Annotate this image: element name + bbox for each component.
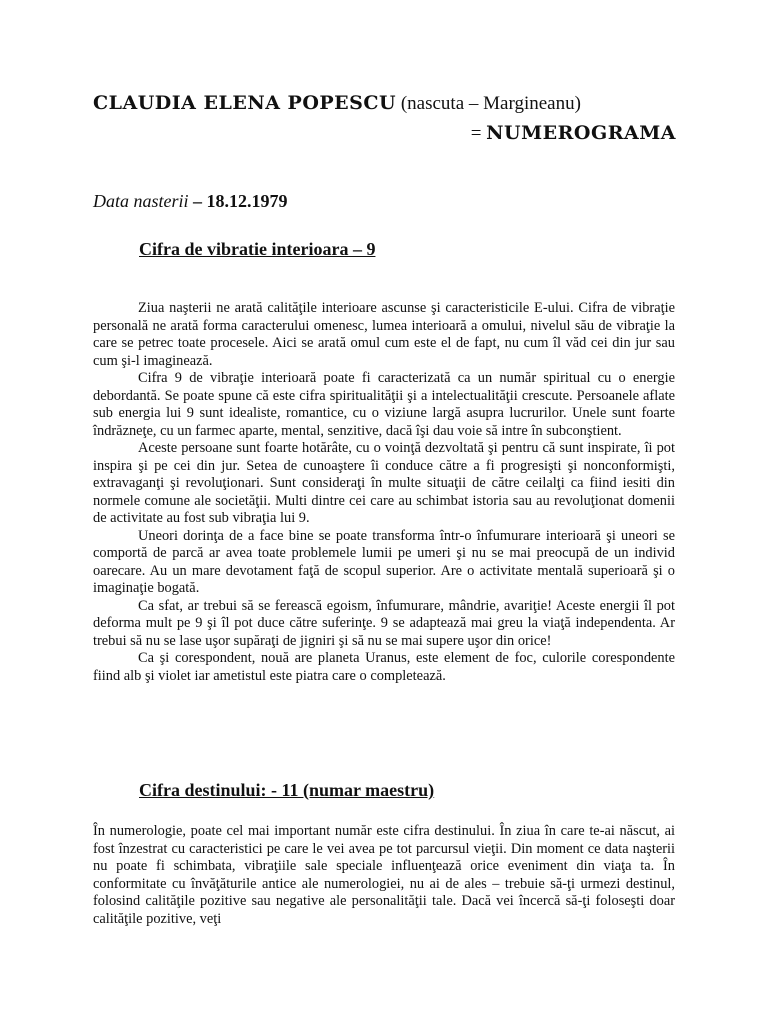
paragraph: Ziua naşterii ne arată calităţile interioare ascunse şi caracteristicile E-ului. Cifra de vibraţie personală ne arată forma caracterului omenesc, lumea interioară a omului, nivelul său de vibraţie la care se petrec toate procesele. Aici se arată omul cum este el de fapt, nu cum îl văd cei din jur sau cum şi-l imaginează. <box>93 300 675 369</box>
birth-date-line <box>93 190 288 212</box>
section-heading-inner-vibration: Cifra de vibratie interioara – 9 <box>139 239 376 259</box>
birth-date-value: – 18.12.1979 <box>188 191 288 211</box>
paragraph: Aceste persoane sunt foarte hotărâte, cu o voinţă dezvoltată şi pentru că sunt inspirate, îi pot inspira şi pe cei din jur. Setea de cunoaştere îi conduce către a fi progresişti şi nonconformişti, extravaganţi şi revoluţionari. Sunt consideraţi în multe situaţii de către ceilalţi ca fiind iesiti din normele comune ale societăţii. Multi dintre cei care au schimbat istoria sau au revoluţionat domenii de activitate au fost sub vibraţia lui 9. <box>93 440 675 526</box>
paragraph: În numerologie, poate cel mai important număr este cifra destinului. În ziua în care te-ai născut, ai fost înzestrat cu caracteristici pe care le vei avea pe tot parcursul vieţii. Din moment ce data naşterii nu poate fi schimbata, vibraţiile sale speciale influenţează orice eveniment din viaţa ta. În conformitate cu învăţăturile antice ale numerologiei, nu ai de ales – trebuie să-ţi urmezi destinul, folosind calităţile pozitive sau negative ale personalităţii tale. Dacă vei încercă să-ţi foloseşti doar calităţile pozitive, veţi <box>93 823 675 927</box>
document-header <box>93 91 581 116</box>
section-heading-destiny: Cifra destinului: - 11 (numar maestru) <box>139 780 435 800</box>
paragraph: Ca sfat, ar trebui să se ferească egoism, înfumurare, mândrie, avariţie! Aceste energii îl pot deforma mult pe 9 şi îl pot duce către suferinţe. 9 se adaptează mai greu la viaţă independenta. Ar trebui să nu se lase uşor supăraţi de jigniri şi să nu se mai supere uşor din orice! <box>93 597 675 649</box>
title-text: NUMEROGRAMA <box>486 122 676 144</box>
paragraph: Cifra 9 de vibraţie interioară poate fi caracterizată ca un număr spiritual cu o energie debordantă. Se poate spune că este cifra spiritualităţii şi a intelectualităţii crescute. Persoanele aflate sub energia lui 9 sunt idealiste, romantice, cu o viziune largă asupra lucrurilor. Unele sunt foarte îndrăzneţe, cu un farmec aparte, mental, senzitive, dacă îşi dau voie să intre în subconştient. <box>93 370 675 439</box>
author-name: CLAUDIA ELENA POPESCU <box>93 92 397 114</box>
section-body-destiny <box>93 823 675 928</box>
section-body-inner-vibration <box>93 300 675 685</box>
title-equals: = <box>470 123 487 144</box>
birth-date-label: Data nasterii <box>93 191 189 211</box>
author-note: (nascuta – Margineanu) <box>396 93 581 114</box>
document-title <box>471 121 676 146</box>
paragraph: Ca şi corespondent, nouă are planeta Uranus, este element de foc, culorile corespondente fiind alb şi violet iar ametistul este piatra care o completează. <box>93 650 675 684</box>
paragraph: Uneori dorinţa de a face bine se poate transforma într-o înfumurare interioară şi uneori se comportă de parcă ar avea toate problemele lumii pe umeri şi nu se mai preocupă de un individ oarecare. Au un mare devotament faţă de scopul superior. Are o activitate mentală superioară şi o imaginaţie bogată. <box>93 527 675 596</box>
